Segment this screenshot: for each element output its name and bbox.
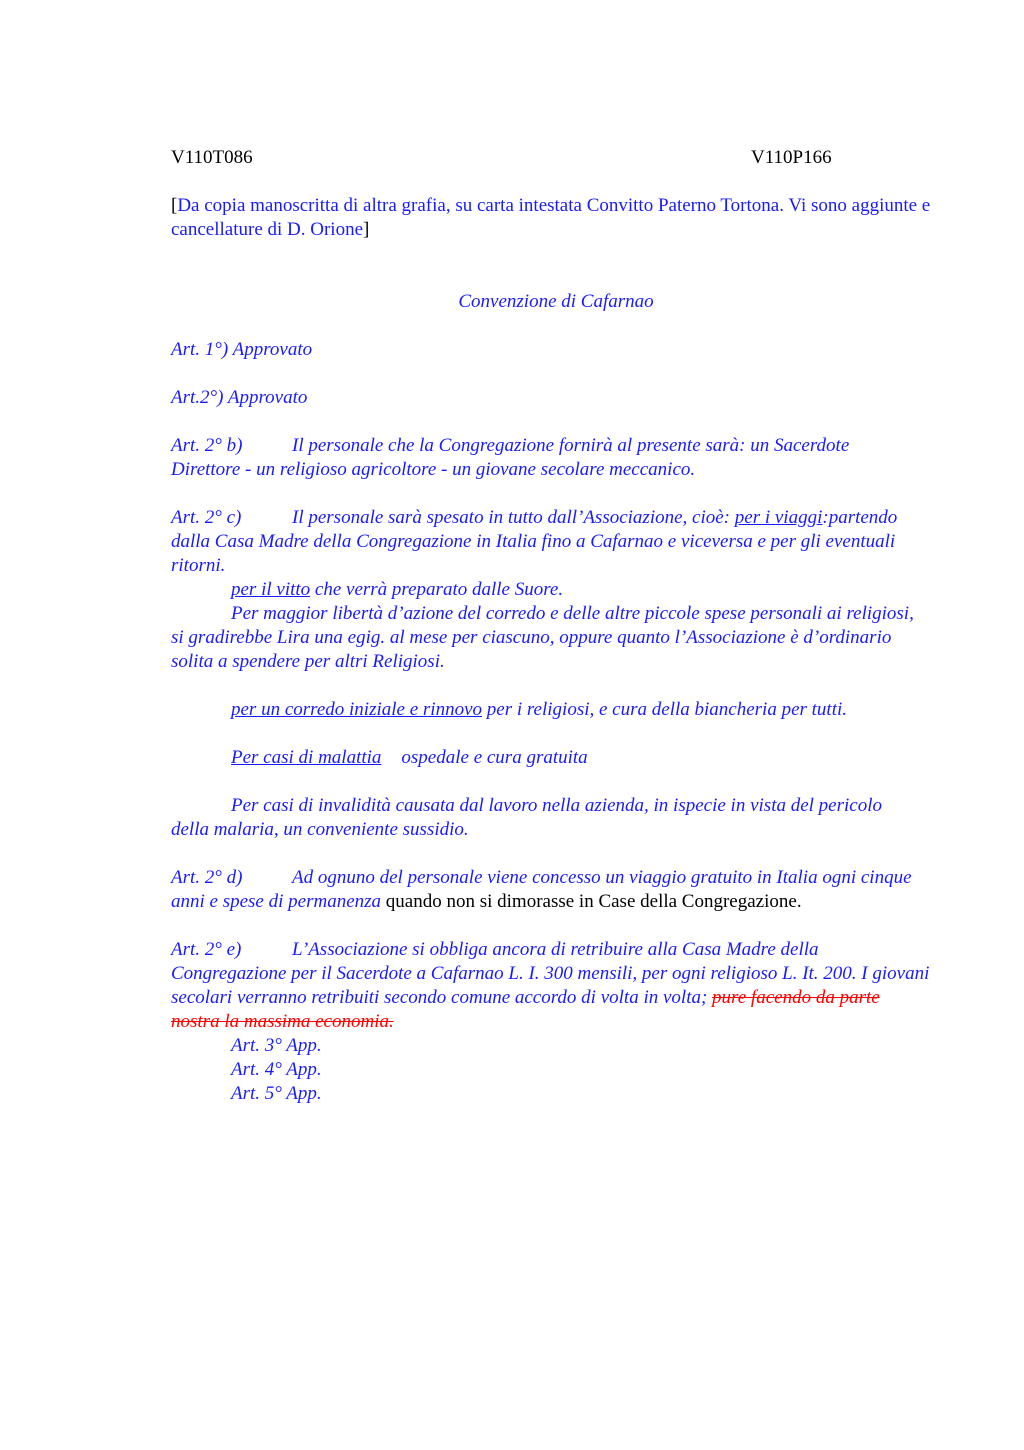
document-title: Convenzione di Cafarnao bbox=[458, 291, 654, 312]
article-2b bbox=[171, 434, 923, 482]
article-2e bbox=[171, 938, 931, 1034]
travel-text: :partendo dalla Casa Madre della Congregazione in Italia fino a Cafarnao e viceversa e per gli eventuali ritorni. bbox=[171, 507, 898, 576]
note-close-bracket: ] bbox=[363, 219, 370, 240]
article-2c-label: Art. 2° c) bbox=[171, 507, 242, 528]
article-2: Art.2°) Approvato bbox=[171, 387, 308, 408]
article-2d bbox=[171, 866, 931, 914]
document-ids bbox=[171, 146, 923, 170]
kit-label: per un corredo iniziale e rinnovo bbox=[231, 699, 483, 720]
article-2e-cancelled-text: pure facendo da parte nostra la massima economia. bbox=[171, 987, 880, 1032]
left-document-id: V110T086 bbox=[171, 147, 253, 168]
article-2d-addition: quando non si dimorasse in Case della Congregazione. bbox=[381, 891, 802, 912]
article-2c-intro: Il personale sarà spesato in tutto dall’Associazione, cioè: bbox=[292, 507, 735, 528]
article-4: Art. 4° App. bbox=[231, 1059, 322, 1080]
food-label: per il vitto bbox=[231, 579, 311, 600]
editorial-note bbox=[171, 194, 931, 242]
article-2b-text: Il personale che la Congregazione fornirà al presente sarà: un Sacerdote Direttore - un religioso agricoltore - un giovane secolare meccanico. bbox=[171, 435, 850, 480]
article-2b-label: Art. 2° b) bbox=[171, 435, 243, 456]
right-document-id: V110P166 bbox=[751, 147, 832, 168]
disability-clause: Per casi di invalidità causata dal lavoro nella azienda, in ispecie in vista del pericolo della malaria, un conveniente sussidio. bbox=[171, 795, 883, 840]
document-page bbox=[171, 146, 931, 1106]
kit-text: per i religiosi, e cura della biancheria per tutti. bbox=[482, 699, 848, 720]
note-text: Da copia manoscritta di altra grafia, su carta intestata Convitto Paterno Tortona. Vi sono aggiunte e cancellature di D. Orione bbox=[171, 195, 931, 240]
freedom-clause: Per maggior libertà d’azione del corredo e delle altre piccole spese personali ai religiosi, si gradirebbe Lira una egig. al mese per ciascuno, oppure quanto l’Associazione è d’ordinario solita a spendere per altri Religiosi. bbox=[171, 603, 914, 672]
illness-label: Per casi di malattia bbox=[231, 747, 382, 768]
article-2e-text: L’Associazione si obbliga ancora di retribuire alla Casa Madre della Congregazione per il Sacerdote a Cafarnao L. I. 300 mensili, per ogni religioso L. It. 200. I giovani secolari verranno retribuiti secondo comune accordo di volta in volta; bbox=[171, 939, 930, 1008]
illness-text: ospedale e cura gratuita bbox=[401, 747, 588, 768]
article-5: Art. 5° App. bbox=[231, 1083, 322, 1104]
illness-clause bbox=[171, 746, 923, 770]
article-2e-label: Art. 2° e) bbox=[171, 939, 242, 960]
article-1: Art. 1°) Approvato bbox=[171, 339, 313, 360]
kit-clause bbox=[171, 698, 923, 722]
article-2d-text: Ad ognuno del personale viene concesso un viaggio gratuito in Italia ogni cinque anni e spese di permanenza bbox=[171, 867, 912, 912]
food-clause bbox=[171, 578, 923, 602]
article-3: Art. 3° App. bbox=[231, 1035, 322, 1056]
note-open-bracket: [ bbox=[171, 195, 178, 216]
article-2c bbox=[171, 506, 923, 578]
food-text: che verrà preparato dalle Suore. bbox=[310, 579, 564, 600]
travel-label: per i viaggi bbox=[734, 507, 823, 528]
article-2d-label: Art. 2° d) bbox=[171, 867, 243, 888]
